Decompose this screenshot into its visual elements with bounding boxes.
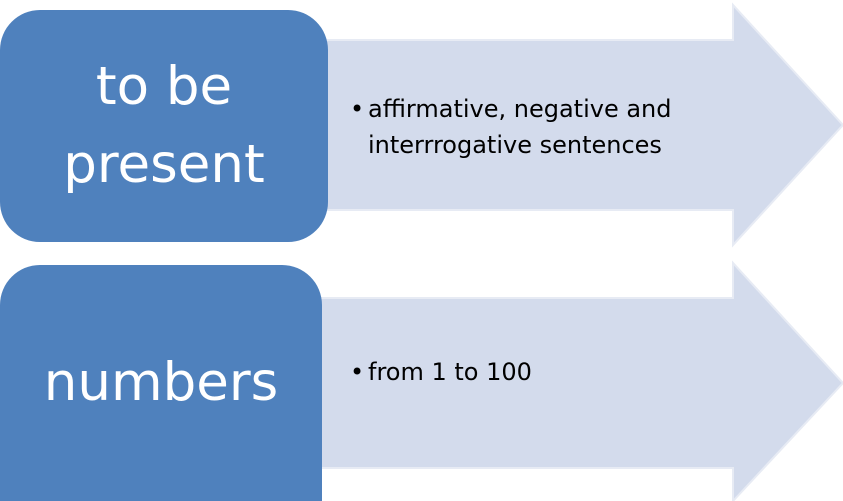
topic-box-to-be-present [0, 10, 328, 242]
topic-label-numbers: numbers [43, 352, 279, 413]
bullet-text: from 1 to 100 [368, 358, 532, 386]
bullet-list-to-be-present [348, 91, 748, 163]
topic-box-numbers [0, 265, 322, 501]
bullet-item [348, 91, 748, 163]
topic-label-to-be-present: to be present [63, 56, 265, 195]
bullet-item [348, 354, 748, 390]
bullet-dot: • [350, 358, 365, 386]
bullet-list-numbers [348, 354, 748, 390]
bullet-dot: • [350, 95, 365, 123]
bullet-text: affirmative, negative and interrrogative sentences [368, 95, 672, 159]
